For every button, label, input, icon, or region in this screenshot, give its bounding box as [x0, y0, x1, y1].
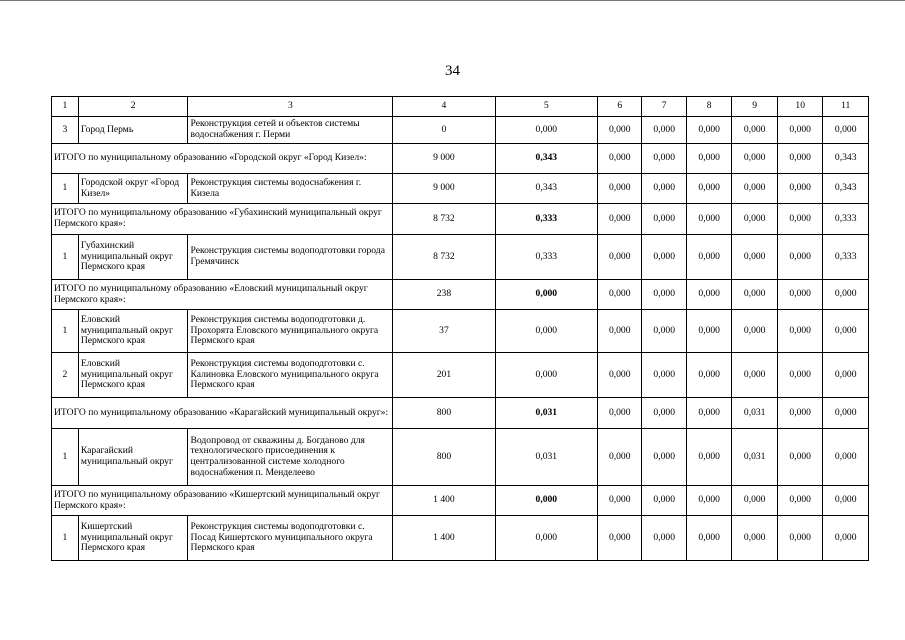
value-col-5: 0,031	[495, 429, 597, 486]
column-header-4: 4	[393, 97, 495, 117]
column-header-11: 11	[823, 97, 869, 117]
subtotal-value-col-9: 0,000	[732, 144, 778, 174]
municipality-name: Город Пермь	[78, 117, 188, 144]
municipality-name: Городской округ «Город Кизел»	[78, 174, 188, 204]
subtotal-value-col-9: 0,000	[732, 280, 778, 310]
value-col-5: 0,000	[495, 310, 597, 353]
subtotal-value-col-5: 0,031	[495, 398, 597, 429]
column-header-8: 8	[686, 97, 732, 117]
project-description: Реконструкция сетей и объектов системы водоснабжения г. Перми	[188, 117, 393, 144]
value-col-9: 0,000	[732, 117, 778, 144]
subtotal-value-col-7: 0,000	[642, 398, 686, 429]
value-col-11: 0,000	[823, 516, 869, 561]
project-description: Реконструкция системы водоподготовки города Гремячинск	[188, 235, 393, 280]
table-row	[52, 310, 869, 353]
value-col-5: 0,000	[495, 117, 597, 144]
value-col-5: 0,000	[495, 516, 597, 561]
subtotal-row	[52, 144, 869, 174]
value-col-6: 0,000	[598, 235, 642, 280]
column-header-3: 3	[188, 97, 393, 117]
value-col-7: 0,000	[642, 310, 686, 353]
value-col-11: 0,000	[823, 310, 869, 353]
subtotal-value-col-11: 0,000	[823, 398, 869, 429]
municipality-name: Еловский муниципальный округ Пермского края	[78, 353, 188, 398]
value-col-10: 0,000	[777, 117, 823, 144]
municipality-name: Кишертский муниципальный округ Пермского края	[78, 516, 188, 561]
subtotal-value-col-11: 0,333	[823, 204, 869, 235]
value-col-11: 0,000	[823, 429, 869, 486]
table-row	[52, 429, 869, 486]
value-col-11: 0,000	[823, 117, 869, 144]
value-col-6: 0,000	[598, 117, 642, 144]
column-header-2: 2	[78, 97, 188, 117]
row-number: 1	[52, 310, 79, 353]
subtotal-value-col-7: 0,000	[642, 486, 686, 516]
value-col-10: 0,000	[777, 353, 823, 398]
row-number: 1	[52, 516, 79, 561]
project-description: Реконструкция системы водоподготовки с. Калиновка Еловского муниципального округа Пермского края	[188, 353, 393, 398]
subtotal-value-col-4: 800	[393, 398, 495, 429]
subtotal-value-col-10: 0,000	[777, 486, 823, 516]
value-col-7: 0,000	[642, 429, 686, 486]
subtotal-label: ИТОГО по муниципальному образованию «Еловский муниципальный округ Пермского края»:	[52, 280, 393, 310]
column-header-row	[52, 97, 869, 117]
column-header-1: 1	[52, 97, 79, 117]
subtotal-label: ИТОГО по муниципальному образованию «Губахинский муниципальный округ Пермского края»:	[52, 204, 393, 235]
subtotal-label: ИТОГО по муниципальному образованию «Кишертский муниципальный округ Пермского края»:	[52, 486, 393, 516]
subtotal-value-col-7: 0,000	[642, 144, 686, 174]
value-col-4: 0	[393, 117, 495, 144]
subtotal-value-col-8: 0,000	[686, 204, 732, 235]
value-col-9: 0,000	[732, 174, 778, 204]
municipality-name: Губахинский муниципальный округ Пермского края	[78, 235, 188, 280]
subtotal-value-col-6: 0,000	[598, 280, 642, 310]
table-row	[52, 235, 869, 280]
subtotal-row	[52, 398, 869, 429]
table-row	[52, 174, 869, 204]
project-description: Реконструкция системы водоснабжения г. Кизела	[188, 174, 393, 204]
subtotal-label: ИТОГО по муниципальному образованию «Городской округ «Город Кизел»:	[52, 144, 393, 174]
subtotal-value-col-9: 0,000	[732, 204, 778, 235]
table-body	[52, 97, 869, 561]
subtotal-row	[52, 280, 869, 310]
value-col-10: 0,000	[777, 310, 823, 353]
subtotal-row	[52, 486, 869, 516]
value-col-9: 0,000	[732, 516, 778, 561]
value-col-8: 0,000	[686, 516, 732, 561]
value-col-8: 0,000	[686, 310, 732, 353]
table-row	[52, 353, 869, 398]
value-col-11: 0,000	[823, 353, 869, 398]
subtotal-value-col-4: 1 400	[393, 486, 495, 516]
project-description: Реконструкция системы водоподготовки с. Посад Кишертского муниципального округа Пермского края	[188, 516, 393, 561]
value-col-10: 0,000	[777, 516, 823, 561]
value-col-7: 0,000	[642, 516, 686, 561]
value-col-8: 0,000	[686, 117, 732, 144]
value-col-7: 0,000	[642, 353, 686, 398]
value-col-6: 0,000	[598, 516, 642, 561]
subtotal-value-col-9: 0,031	[732, 398, 778, 429]
column-header-7: 7	[642, 97, 686, 117]
subtotal-value-col-4: 8 732	[393, 204, 495, 235]
value-col-6: 0,000	[598, 429, 642, 486]
subtotal-value-col-8: 0,000	[686, 398, 732, 429]
subtotal-value-col-8: 0,000	[686, 144, 732, 174]
subtotal-value-col-10: 0,000	[777, 280, 823, 310]
subtotal-value-col-6: 0,000	[598, 486, 642, 516]
subtotal-value-col-8: 0,000	[686, 486, 732, 516]
value-col-9: 0,000	[732, 235, 778, 280]
column-header-9: 9	[732, 97, 778, 117]
value-col-8: 0,000	[686, 235, 732, 280]
subtotal-value-col-5: 0,000	[495, 486, 597, 516]
subtotal-value-col-6: 0,000	[598, 398, 642, 429]
value-col-8: 0,000	[686, 174, 732, 204]
value-col-4: 800	[393, 429, 495, 486]
subtotal-value-col-10: 0,000	[777, 204, 823, 235]
column-header-10: 10	[777, 97, 823, 117]
subtotal-value-col-10: 0,000	[777, 398, 823, 429]
value-col-6: 0,000	[598, 174, 642, 204]
table-row	[52, 117, 869, 144]
subtotal-value-col-4: 238	[393, 280, 495, 310]
row-number: 2	[52, 353, 79, 398]
subtotal-label: ИТОГО по муниципальному образованию «Карагайский муниципальный округ»:	[52, 398, 393, 429]
subtotal-value-col-5: 0,333	[495, 204, 597, 235]
project-description: Водопровод от скважины д. Богданово для технологического присоединения к централизованной системе холодного водоснабжения п. Менделеево	[188, 429, 393, 486]
subtotal-row	[52, 204, 869, 235]
row-number: 1	[52, 235, 79, 280]
subtotal-value-col-11: 0,343	[823, 144, 869, 174]
value-col-8: 0,000	[686, 353, 732, 398]
value-col-9: 0,000	[732, 310, 778, 353]
subtotal-value-col-10: 0,000	[777, 144, 823, 174]
top-border-line	[0, 0, 905, 1]
value-col-11: 0,333	[823, 235, 869, 280]
value-col-7: 0,000	[642, 235, 686, 280]
subtotal-value-col-6: 0,000	[598, 204, 642, 235]
subtotal-value-col-4: 9 000	[393, 144, 495, 174]
value-col-4: 1 400	[393, 516, 495, 561]
value-col-10: 0,000	[777, 235, 823, 280]
municipality-name: Карагайский муниципальный округ	[78, 429, 188, 486]
subtotal-value-col-9: 0,000	[732, 486, 778, 516]
value-col-5: 0,000	[495, 353, 597, 398]
subtotal-value-col-7: 0,000	[642, 280, 686, 310]
value-col-7: 0,000	[642, 174, 686, 204]
subtotal-value-col-11: 0,000	[823, 486, 869, 516]
value-col-10: 0,000	[777, 174, 823, 204]
value-col-4: 201	[393, 353, 495, 398]
value-col-11: 0,343	[823, 174, 869, 204]
page-number: 34	[445, 63, 460, 79]
value-col-4: 8 732	[393, 235, 495, 280]
value-col-6: 0,000	[598, 310, 642, 353]
value-col-10: 0,000	[777, 429, 823, 486]
value-col-6: 0,000	[598, 353, 642, 398]
subtotal-value-col-8: 0,000	[686, 280, 732, 310]
value-col-4: 37	[393, 310, 495, 353]
value-col-5: 0,343	[495, 174, 597, 204]
investment-table	[51, 96, 869, 561]
table-row	[52, 516, 869, 561]
row-number: 1	[52, 429, 79, 486]
column-header-5: 5	[495, 97, 597, 117]
project-description: Реконструкция системы водоподготовки д. Прохорята Еловского муниципального округа Пермского края	[188, 310, 393, 353]
subtotal-value-col-7: 0,000	[642, 204, 686, 235]
value-col-8: 0,000	[686, 429, 732, 486]
row-number: 3	[52, 117, 79, 144]
value-col-9: 0,031	[732, 429, 778, 486]
subtotal-value-col-5: 0,000	[495, 280, 597, 310]
row-number: 1	[52, 174, 79, 204]
value-col-7: 0,000	[642, 117, 686, 144]
subtotal-value-col-11: 0,000	[823, 280, 869, 310]
municipality-name: Еловский муниципальный округ Пермского края	[78, 310, 188, 353]
value-col-5: 0,333	[495, 235, 597, 280]
value-col-9: 0,000	[732, 353, 778, 398]
subtotal-value-col-5: 0,343	[495, 144, 597, 174]
subtotal-value-col-6: 0,000	[598, 144, 642, 174]
value-col-4: 9 000	[393, 174, 495, 204]
column-header-6: 6	[598, 97, 642, 117]
